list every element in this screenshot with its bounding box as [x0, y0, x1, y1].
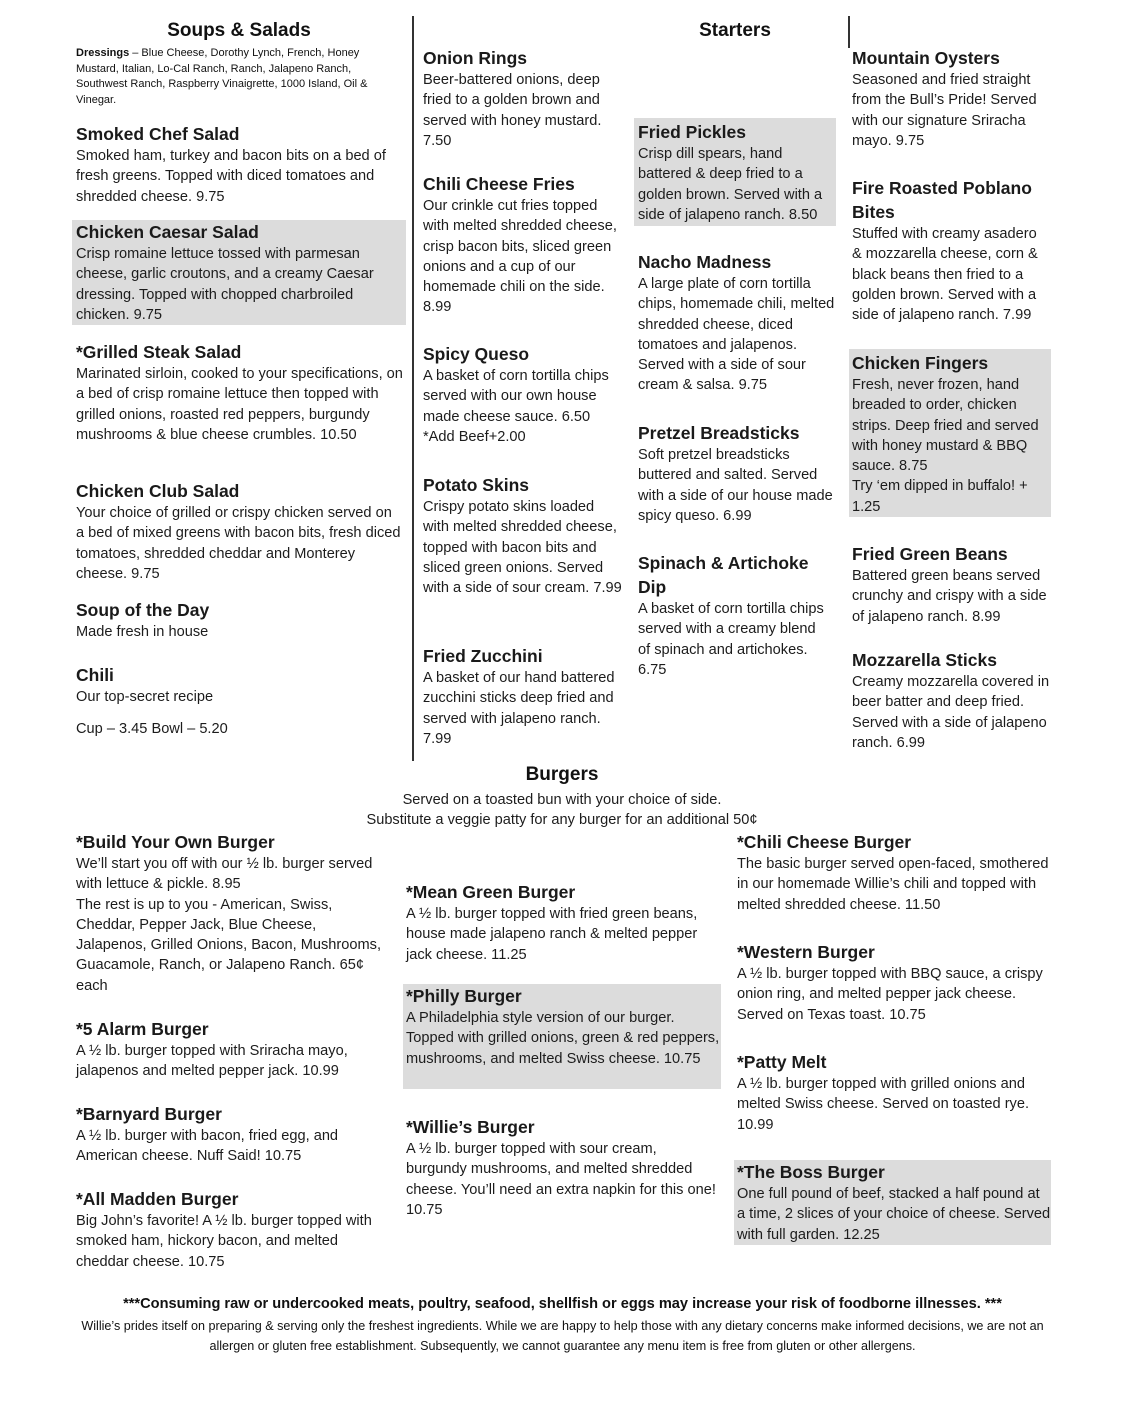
item-description: A Philadelphia style version of our burger. Topped with grilled onions, green & red peppers, mushrooms, and melted Swiss cheese. 10.75 [406, 1010, 720, 1067]
menu-item-build-your-own-burger [76, 830, 388, 996]
item-name: Chicken Club Salad [76, 481, 240, 501]
item-description: Stuffed with creamy asadero & mozzarella cheese, corn & black beans then fried to a golden brown. Served with a side of jalapeno ranch. 7.99 [852, 226, 1038, 324]
menu-item-fried-green-beans [852, 542, 1050, 627]
item-name: Smoked Chef Salad [76, 124, 240, 144]
menu-item-potato-skins [423, 473, 623, 598]
item-name: *Patty Melt [737, 1052, 827, 1072]
item-description: Our crinkle cut fries topped with melted shredded cheese, crisp bacon bits, sliced green onions and a cup of our homemade chili on the side. 8.99 [423, 198, 617, 316]
item-description: Creamy mozzarella covered in beer batter and deep fried. Served with a side of jalapeno ranch. 6.99 [852, 674, 1050, 751]
item-name: Onion Rings [423, 48, 528, 68]
item-description: A ½ lb. burger topped with sour cream, burgundy mushrooms, and melted shredded cheese. You’ll need an extra napkin for this one! 10.75 [406, 1141, 716, 1218]
item-name: Mountain Oysters [852, 48, 1000, 68]
menu-item-fried-pickles [634, 118, 836, 226]
item-name: *Willie’s Burger [406, 1117, 535, 1137]
menu-item-soup-of-the-day [76, 598, 402, 642]
item-name: *The Boss Burger [737, 1162, 885, 1182]
item-description: Smoked ham, turkey and bacon bits on a bed of fresh greens. Topped with diced tomatoes and shredded cheese. 9.75 [76, 148, 386, 205]
menu-item-fried-zucchini [423, 644, 623, 749]
item-name: *Build Your Own Burger [76, 832, 275, 852]
item-name: Fire Roasted Poblano Bites [852, 178, 1032, 222]
item-name: Spinach & Artichoke Dip [638, 553, 809, 597]
item-name: Pretzel Breadsticks [638, 423, 800, 443]
item-name: *All Madden Burger [76, 1189, 239, 1209]
item-name: Fried Green Beans [852, 544, 1008, 564]
item-name: Mozzarella Sticks [852, 650, 997, 670]
menu-item-barnyard-burger [76, 1102, 388, 1167]
menu-item-patty-melt [737, 1050, 1053, 1135]
item-description: Beer-battered onions, deep fried to a golden brown and served with honey mustard. 7.50 [423, 72, 602, 149]
menu-item-spicy-queso [423, 342, 623, 447]
menu-item-5-alarm-burger [76, 1017, 388, 1082]
item-description: Our top-secret recipe [76, 689, 214, 705]
item-name: *5 Alarm Burger [76, 1019, 209, 1039]
item-description: A basket of corn tortilla chips served with our own house made cheese sauce. 6.50 *Add Beef+2.00 [423, 368, 609, 445]
foodborne-illness-warning: ***Consuming raw or undercooked meats, poultry, seafood, shellfish or eggs may increase your risk of foodborne illnesses. *** [123, 1296, 1002, 1312]
dressings-list [76, 46, 398, 108]
menu-item-chicken-fingers [849, 349, 1051, 517]
item-description: One full pound of beef, stacked a half pound at a time, 2 slices of your choice of cheese. Served with full garden. 12.25 [737, 1186, 1051, 1243]
item-description: Seasoned and fried straight from the Bull’s Pride! Served with our signature Sriracha mayo. 9.75 [852, 72, 1037, 149]
menu-item-smoked-chef-salad [76, 122, 402, 207]
item-description: The basic burger served open-faced, smothered in our homemade Willie’s chili and topped with melted shredded cheese. 11.50 [737, 856, 1049, 913]
item-name: *Philly Burger [406, 986, 522, 1006]
item-description: Crisp dill spears, hand battered & deep fried to a golden brown. Served with a side of jalapeno ranch. 8.50 [638, 146, 823, 223]
allergen-disclaimer: Willie’s prides itself on preparing & serving only the freshest ingredients. While we are happy to help those with any dietary concerns make informed decisions, we are not an allergen or gluten free establishment. Subsequently, we cannot guarantee any menu item is free from gluten or other allergens. [81, 1319, 1044, 1353]
item-description: Your choice of grilled or crispy chicken served on a bed of mixed greens with bacon bits, fresh diced tomatoes, shredded cheddar and Monterey cheese. 9.75 [76, 505, 401, 582]
item-name: Chicken Fingers [852, 353, 989, 373]
item-name: *Mean Green Burger [406, 882, 576, 902]
item-description: We’ll start you off with our ½ lb. burger served with lettuce & pickle. 8.95 [76, 856, 373, 893]
item-name: *Chili Cheese Burger [737, 832, 912, 852]
chili-prices: Cup – 3.45 Bowl – 5.20 [76, 721, 228, 738]
menu-item-chili-cheese-fries [423, 172, 623, 318]
item-description: Big John’s favorite! A ½ lb. burger topped with smoked ham, hickory bacon, and melted cheddar cheese. 10.75 [76, 1213, 372, 1270]
item-description: Crispy potato skins loaded with melted shredded cheese, topped with bacon bits and sliced green onions. Served with a side of sour cream. 7.99 [423, 499, 622, 597]
item-description: Made fresh in house [76, 624, 209, 640]
menu-item-chicken-caesar-salad [72, 220, 406, 325]
starters-title: Starters [699, 20, 771, 41]
item-name: *Western Burger [737, 942, 875, 962]
menu-item-all-madden-burger [76, 1187, 388, 1272]
item-name: Chicken Caesar Salad [76, 222, 259, 242]
item-description: A basket of corn tortilla chips served with a creamy blend of spinach and artichokes. 6.75 [638, 601, 824, 678]
item-name: Fried Pickles [638, 122, 746, 142]
item-description: A large plate of corn tortilla chips, homemade chili, melted shredded cheese, diced tomatoes and jalapenos. Served with a side of sour cream & salsa. 9.75 [638, 276, 835, 394]
menu-item-chili-cheese-burger [737, 830, 1053, 915]
item-addon: Try ‘em dipped in buffalo! + 1.25 [852, 478, 1028, 515]
item-description: A ½ lb. burger topped with Sriracha mayo, jalapenos and melted pepper jack. 10.99 [76, 1043, 348, 1080]
item-description: A ½ lb. burger with bacon, fried egg, and American cheese. Nuff Said! 10.75 [76, 1128, 339, 1165]
menu-item-mean-green-burger [406, 880, 718, 965]
item-name: Chili Cheese Fries [423, 174, 575, 194]
menu-item-western-burger [737, 940, 1053, 1025]
item-name: Fried Zucchini [423, 646, 543, 666]
item-description: A ½ lb. burger topped with grilled onions and melted Swiss cheese. Served on toasted rye. 10.99 [737, 1076, 1030, 1133]
column-divider-left [412, 16, 414, 761]
menu-item-nacho-madness [638, 250, 836, 396]
menu-item-the-boss-burger [734, 1160, 1051, 1245]
item-name: Soup of the Day [76, 600, 210, 620]
item-description: Soft pretzel breadsticks buttered and salted. Served with a side of our house made spicy queso. 6.99 [638, 447, 833, 524]
dressings-text: – Blue Cheese, Dorothy Lynch, French, Honey Mustard, Italian, Lo-Cal Ranch, Ranch, Jalapeno Ranch, Southwest Ranch, Raspberry Vinaigrette, 1000 Island, Oil & Vinegar. [76, 47, 368, 106]
menu-item-chili [76, 663, 402, 740]
item-description: Marinated sirloin, cooked to your specifications, on a bed of crisp romaine lettuce then topped with grilled onions, roasted red peppers, burgundy mushrooms & blue cheese crumbles. 10.50 [76, 366, 403, 443]
item-description: A basket of our hand battered zucchini sticks deep fried and served with jalapeno ranch. 7.99 [423, 670, 615, 747]
menu-item-spinach-artichoke-dip [638, 551, 828, 680]
item-description: A ½ lb. burger topped with fried green beans, house made jalapeno ranch & melted pepper jack cheese. 11.25 [406, 906, 698, 963]
burgers-subtitle-1: Served on a toasted bun with your choice of side. [402, 792, 722, 808]
item-name: Potato Skins [423, 475, 529, 495]
menu-item-mozzarella-sticks [852, 648, 1050, 753]
item-name: *Barnyard Burger [76, 1104, 222, 1124]
menu-item-fire-roasted-poblano-bites [852, 176, 1050, 325]
item-toppings: The rest is up to you - American, Swiss, Cheddar, Pepper Jack, Blue Cheese, Jalapenos, Grilled Onions, Bacon, Mushrooms, Guacamole, Ranch, or Jalapeno Ranch. 65¢ each [76, 896, 381, 994]
menu-item-mountain-oysters [852, 46, 1050, 151]
menu-item-grilled-steak-salad [76, 340, 404, 445]
item-name: Chili [76, 665, 114, 685]
item-name: Nacho Madness [638, 252, 772, 272]
menu-item-willies-burger [406, 1115, 718, 1220]
item-description: A ½ lb. burger topped with BBQ sauce, a crispy onion ring, and melted pepper jack cheese. Served on Texas toast. 10.75 [737, 966, 1043, 1023]
menu-item-chicken-club-salad [76, 479, 402, 584]
item-name: *Grilled Steak Salad [76, 342, 242, 362]
menu-item-pretzel-breadsticks [638, 421, 836, 526]
item-description: Battered green beans served crunchy and crispy with a side of jalapeno ranch. 8.99 [852, 568, 1047, 625]
soups-salads-title: Soups & Salads [167, 20, 311, 41]
burgers-subtitle-2: Substitute a veggie patty for any burger for an additional 50¢ [366, 812, 758, 828]
item-description: Crisp romaine lettuce tossed with parmesan cheese, garlic croutons, and a creamy Caesar dressing. Topped with chopped charbroiled chicken. 9.75 [76, 246, 374, 323]
burgers-title: Burgers [525, 764, 599, 785]
item-description: Fresh, never frozen, hand breaded to order, chicken strips. Deep fried and served with honey mustard & BBQ sauce. 8.75 [852, 377, 1039, 475]
item-name: Spicy Queso [423, 344, 530, 364]
menu-item-philly-burger [403, 984, 721, 1089]
menu-item-onion-rings [423, 46, 623, 151]
dressings-label: Dressings [76, 47, 130, 59]
